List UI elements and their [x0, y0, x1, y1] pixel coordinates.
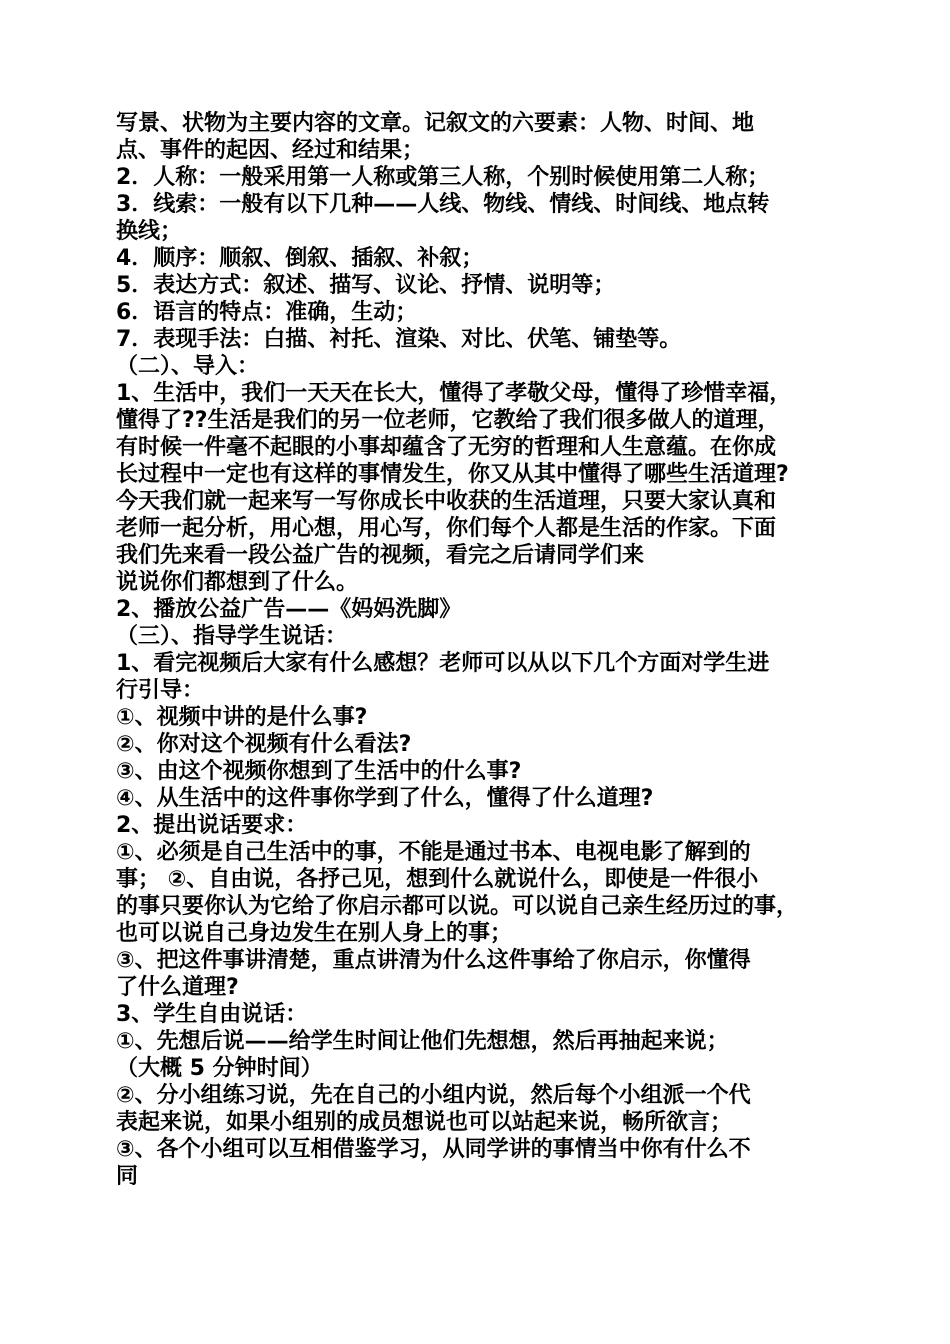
text-line: 5．表达方式：叙述、描写、议论、抒情、说明等； [116, 273, 616, 298]
text-line: 1、生活中，我们一天天在长大，懂得了孝敬父母，懂得了珍惜幸福， [116, 381, 792, 406]
text-line: 4．顺序：顺叙、倒叙、插叙、补叙； [116, 246, 484, 271]
text-line: 1、看完视频后大家有什么感想？老师可以从以下几个方面对学生进 [116, 651, 770, 676]
text-line: ④、从生活中的这件事你学到了什么，懂得了什么道理? [116, 786, 654, 811]
text-line: 我们先来看一段公益广告的视频，看完之后请同学们来 [116, 543, 645, 568]
text-line: （大概 5 分钟时间） [116, 1056, 323, 1081]
text-line: ③、由这个视频你想到了生活中的什么事? [116, 759, 522, 784]
text-line: 3．线索：一般有以下几种——人线、物线、情线、时间线、地点转 [116, 192, 770, 217]
text-line: ①、视频中讲的是什么事? [116, 705, 368, 730]
text-line: ②、你对这个视频有什么看法? [116, 732, 412, 757]
document-body [116, 110, 846, 1190]
text-line: ③、各个小组可以互相借鉴学习，从同学讲的事情当中你有什么不 [116, 1137, 751, 1162]
text-line: 2．人称：一般采用第一人称或第三人称，个别时候使用第二人称； [116, 165, 770, 190]
text-line: 同 [116, 1164, 139, 1189]
text-line: ①、先想后说——给学生时间让他们先想想，然后再抽起来说； [116, 1029, 729, 1054]
text-line: 长过程中一定也有这样的事情发生，你又从其中懂得了哪些生活道理? [116, 462, 789, 487]
text-line: 行引导： [116, 678, 205, 703]
section-heading: （三）、指导学生说话： [116, 624, 348, 649]
text-line: 老师一起分析，用心想，用心写，你们每个人都是生活的作家。下面 [116, 516, 777, 541]
text-line: 换线； [116, 219, 183, 244]
text-line: 懂得了??生活是我们的另一位老师，它教给了我们很多做人的道理， [116, 408, 780, 433]
section-heading: （二）、导入： [116, 354, 260, 379]
text-line: 6．语言的特点：准确，生动； [116, 300, 418, 325]
text-line: 2、播放公益广告——《妈妈洗脚》 [116, 597, 462, 622]
text-line: 写景、状物为主要内容的文章。记叙文的六要素：人物、时间、地 [116, 111, 755, 136]
text-line: 3、学生自由说话： [116, 1002, 308, 1027]
text-line: ②、分小组练习说，先在自己的小组内说，然后每个小组派一个代 [116, 1083, 751, 1108]
text-line: 事； ②、自由说，各抒己见，想到什么就说什么，即使是一件很小 [116, 867, 759, 892]
text-line: 今天我们就一起来写一写你成长中收获的生活道理，只要大家认真和 [116, 489, 777, 514]
text-line: 有时候一件毫不起眼的小事却蕴含了无穷的哲理和人生意蕴。在你成 [116, 435, 777, 460]
text-line: 也可以说自己身边发生在别人身上的事； [116, 921, 513, 946]
text-line: ③、把这件事讲清楚，重点讲清为什么这件事给了你启示，你懂得 [116, 948, 751, 973]
text-line: 7．表现手法：白描、衬托、渲染、对比、伏笔、铺垫等。 [116, 327, 682, 352]
text-line: 点、事件的起因、经过和结果； [116, 138, 425, 163]
text-line: 了什么道理? [116, 975, 239, 1000]
text-line: 说说你们都想到了什么。 [116, 570, 359, 595]
text-line: ①、必须是自己生活中的事，不能是通过书本、电视电影了解到的 [116, 840, 751, 865]
text-line: 2、提出说话要求： [116, 813, 308, 838]
text-line: 表起来说，如果小组别的成员想说也可以站起来说，畅所欲言； [116, 1110, 733, 1135]
text-line: 的事只要你认为它给了你启示都可以说。可以说自己亲生经历过的事， [116, 894, 799, 919]
